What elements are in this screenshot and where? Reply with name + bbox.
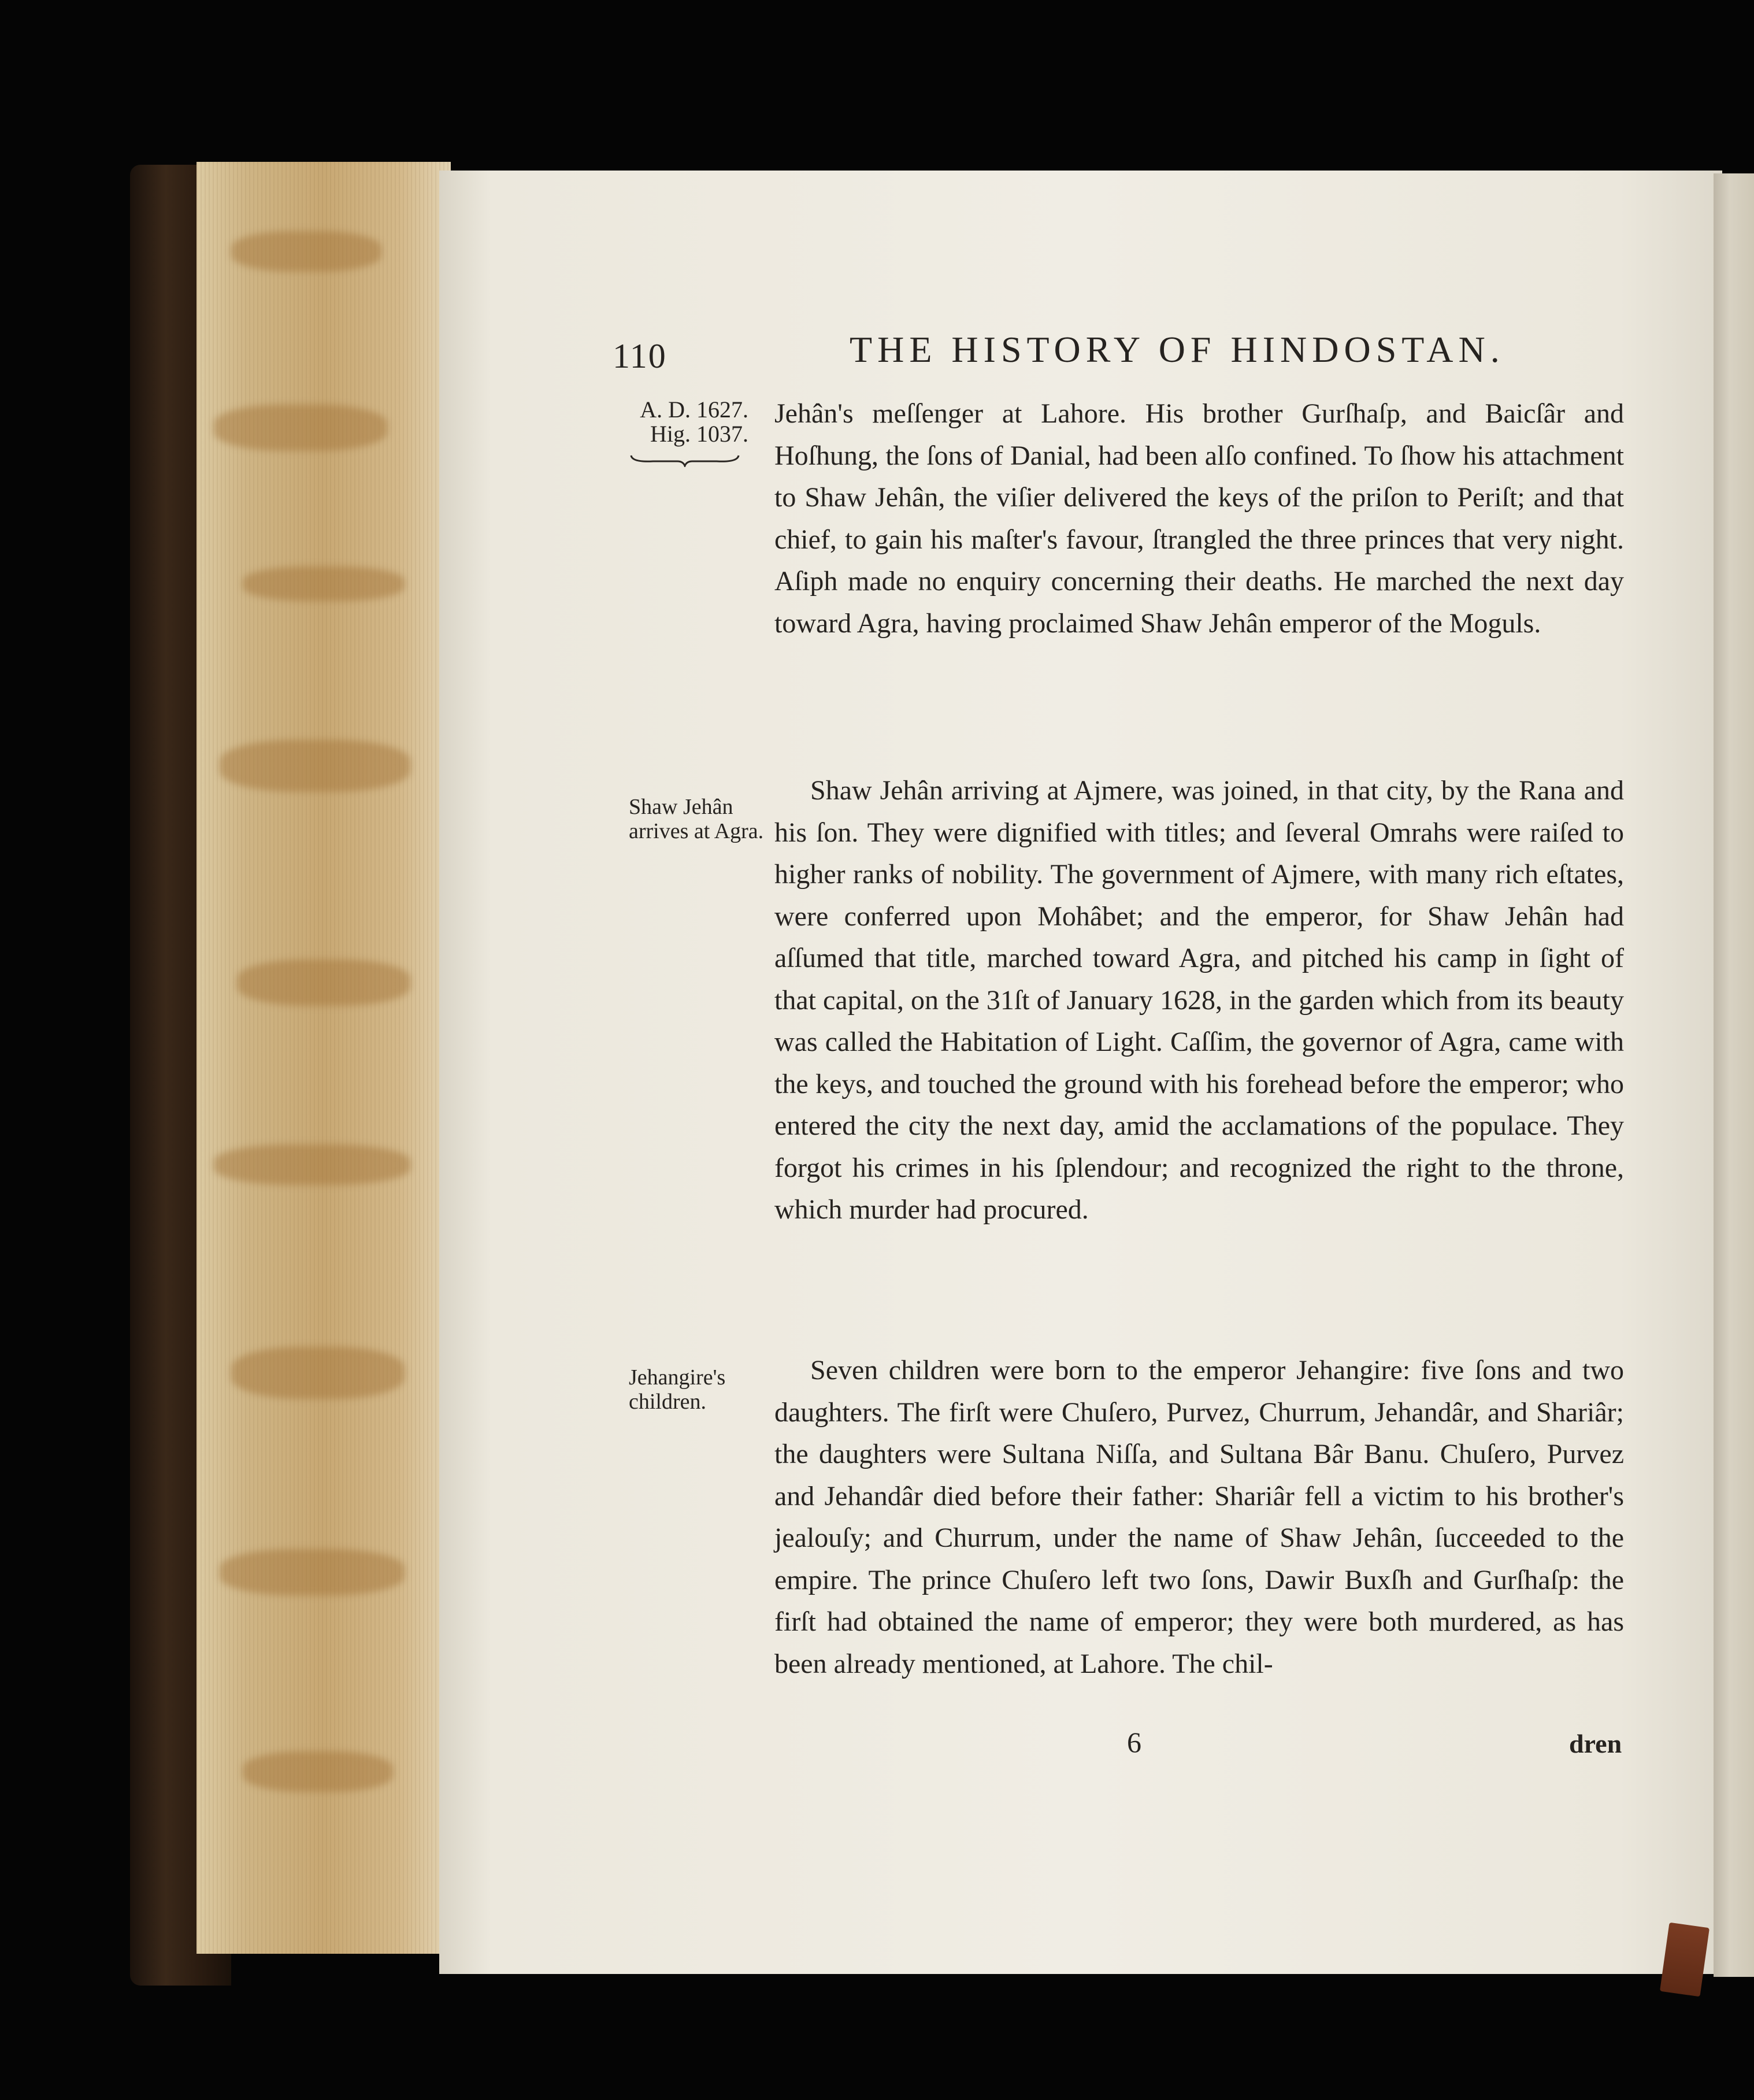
running-title: THE HISTORY OF HINDOSTAN. <box>850 329 1505 370</box>
stain <box>214 1145 410 1185</box>
stain <box>220 740 410 792</box>
paragraph-1: Jehân's meſſenger at Lahore. His brother Gurſhaſp, and Baicſâr and Hoſhung, the ſons of Danial, had been alſo confined. To ſhow his attachment to Shaw Jehân, the viſier delivered the keys of the priſon to Periſt; and that chief, to gain his maſter's favour, ſtrangled the three princes that very night. Aſiph made no enquiry concerning their deaths. He marched the next day toward Agra, having proclaimed Shaw Jehân emperor of the Moguls. <box>774 398 1624 639</box>
stain <box>243 1751 393 1792</box>
date-note <box>627 398 748 446</box>
stain <box>231 231 381 272</box>
stain <box>231 1347 405 1399</box>
margin-note-arrival: Shaw Jehân arrives at Agra. <box>629 795 764 843</box>
stain <box>243 566 405 601</box>
date-note-ad: A. D. 1627. <box>640 397 748 423</box>
stain <box>220 1549 405 1595</box>
ribbon-marker <box>1660 1923 1709 1997</box>
page-number: 110 <box>613 337 667 375</box>
signature-mark: 6 <box>1127 1726 1141 1758</box>
margin-note-children: Jehangire's children. <box>629 1365 726 1414</box>
stain <box>237 960 410 1006</box>
page-fore-edge <box>196 162 451 1954</box>
paragraph-3: Seven children were born to the emperor Jehangire: five ſons and two daughters. The firſt were Chuſero, Purvez, Churrum, Jehandâr, and Shariâr; the daughters were Sultana Niſſa, and Sultana Bâr Banu. Chuſero, Purvez and Jehandâr died before their father: Shariâr fell a victim to his brother's jealouſy; and Churrum, under the name of Shaw Jehân, ſucceeded to the empire. The prince Chuſero left two ſons, Dawir Buxſh and Gurſhaſp: the firſt had obtained the name of emperor; they were both murdered, as has been already mentioned, at Lahore. The chil- <box>774 1355 1624 1679</box>
date-note-hijra: Hig. 1037. <box>650 421 748 447</box>
paragraph-2: Shaw Jehân arriving at Ajmere, was joined, in that city, by the Rana and his ſon. They were dignified with titles; and ſeveral Omrahs were raiſed to higher ranks of nobility. The government of Ajmere, with many rich eſtates, were conferred upon Mohâbet; and the emperor, for Shaw Jehân had aſſumed that title, marched toward Agra, and pitched his camp in ſight of that capital, on the 31ſt of January 1628, in the garden which from its beauty was called the Habitation of Light. Caſſim, the governor of Agra, came with the keys, and touched the ground with his forehead before the emperor; who entered the city the next day, amid the acclamations of the populace. They forgot his crimes in his ſplendour; and recognized the right to the throne, which murder had procured. <box>774 775 1624 1225</box>
catchword: dren <box>1569 1729 1622 1758</box>
brace-ornament <box>630 453 740 467</box>
adjacent-page-edge <box>1714 173 1754 1977</box>
stain <box>214 405 387 451</box>
